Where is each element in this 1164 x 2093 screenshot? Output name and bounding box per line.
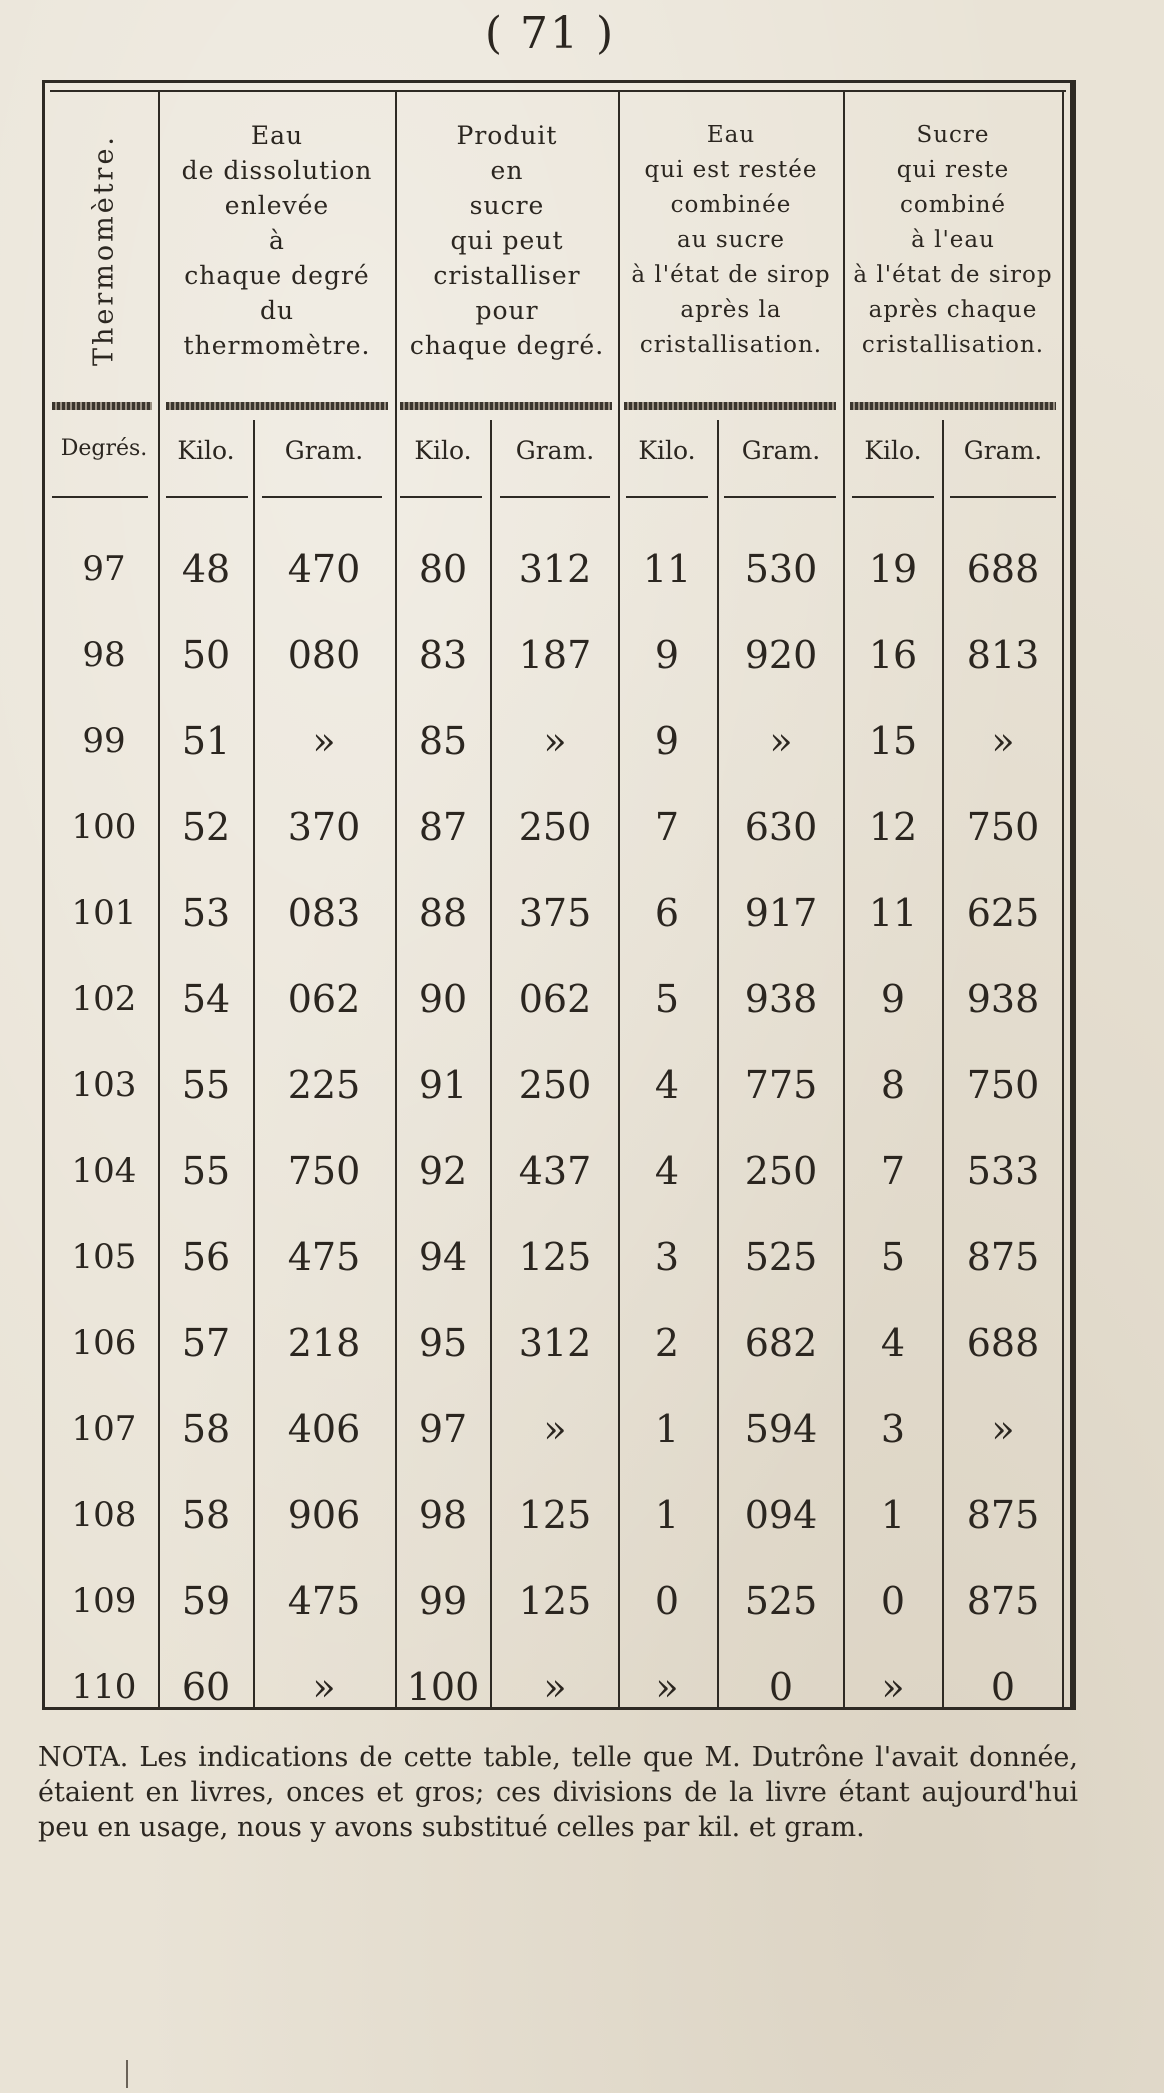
value-cell: »	[543, 1407, 567, 1451]
table-row	[0, 1386, 1164, 1472]
header-line: combiné	[899, 192, 1007, 218]
value-cell: 530	[744, 547, 818, 591]
value-cell: 51	[181, 719, 231, 763]
header-line: qui reste	[896, 157, 1010, 183]
value-cell: 59	[181, 1579, 231, 1623]
value-cell: 470	[287, 547, 361, 591]
value-cell: 475	[287, 1235, 361, 1279]
value-cell: »	[312, 1665, 336, 1709]
subheader-kilo: Kilo.	[638, 436, 696, 465]
thermometre-label: Thermomètre.	[88, 133, 120, 367]
value-cell: 0	[654, 1579, 680, 1623]
hatch-col2	[400, 402, 612, 410]
header-line: à l'état de sirop	[853, 262, 1053, 288]
degree-cell: 99	[82, 721, 126, 761]
table-row	[0, 1214, 1164, 1300]
value-cell: 062	[518, 977, 592, 1021]
value-cell: 3	[654, 1235, 680, 1279]
value-cell: 0	[990, 1665, 1016, 1709]
table-row	[0, 1558, 1164, 1644]
header-line: cristallisation.	[861, 332, 1045, 358]
subrule-3	[262, 496, 382, 498]
table-row	[0, 1042, 1164, 1128]
value-cell: 682	[744, 1321, 818, 1365]
value-cell: 56	[181, 1235, 231, 1279]
value-cell: 080	[287, 633, 361, 677]
value-cell: 95	[418, 1321, 468, 1365]
value-cell: 94	[418, 1235, 468, 1279]
value-cell: 533	[966, 1149, 1040, 1193]
value-cell: 0	[880, 1579, 906, 1623]
value-cell: 4	[654, 1063, 680, 1107]
value-cell: 370	[287, 805, 361, 849]
value-cell: 312	[518, 547, 592, 591]
subrule-1	[52, 496, 148, 498]
value-cell: 250	[518, 805, 592, 849]
value-cell: 475	[287, 1579, 361, 1623]
value-cell: 187	[518, 633, 592, 677]
header-line: chaque degré.	[409, 331, 605, 360]
value-cell: 083	[287, 891, 361, 935]
header-line: à l'eau	[911, 227, 995, 253]
value-cell: 53	[181, 891, 231, 935]
header-line: du	[259, 296, 295, 325]
table-row	[0, 956, 1164, 1042]
subrule-2	[166, 496, 248, 498]
value-cell: 57	[181, 1321, 231, 1365]
subrule-9	[950, 496, 1056, 498]
value-cell: 938	[744, 977, 818, 1021]
header-line: en	[490, 156, 524, 185]
header-line: de dissolution	[181, 156, 373, 185]
value-cell: 750	[966, 805, 1040, 849]
value-cell: 98	[418, 1493, 468, 1537]
value-cell: 58	[181, 1493, 231, 1537]
value-cell: 100	[406, 1665, 480, 1709]
degree-cell: 109	[71, 1581, 137, 1621]
value-cell: 125	[518, 1579, 592, 1623]
subheader-kilo: Kilo.	[864, 436, 922, 465]
value-cell: 4	[654, 1149, 680, 1193]
value-cell: 52	[181, 805, 231, 849]
value-cell: 0	[768, 1665, 794, 1709]
degree-cell: 107	[71, 1409, 137, 1449]
value-cell: 125	[518, 1493, 592, 1537]
nota-label: NOTA.	[38, 1742, 129, 1773]
hatch-col4	[850, 402, 1056, 410]
nota-paragraph	[38, 1740, 1078, 1845]
subrule-5	[500, 496, 610, 498]
value-cell: 85	[418, 719, 468, 763]
table-row	[0, 1128, 1164, 1214]
header-line: à	[269, 226, 285, 255]
value-cell: 54	[181, 977, 231, 1021]
value-cell: 312	[518, 1321, 592, 1365]
value-cell: 630	[744, 805, 818, 849]
value-cell: 60	[181, 1665, 231, 1709]
value-cell: 250	[518, 1063, 592, 1107]
value-cell: 625	[966, 891, 1040, 935]
value-cell: 50	[181, 633, 231, 677]
degree-cell: 97	[82, 549, 126, 589]
degree-cell: 110	[71, 1667, 137, 1707]
value-cell: 1	[880, 1493, 906, 1537]
value-cell: 11	[868, 891, 918, 935]
value-cell: 775	[744, 1063, 818, 1107]
value-cell: 917	[744, 891, 818, 935]
subheader-degres: Degrés.	[60, 436, 148, 461]
header-line: après la	[680, 297, 782, 323]
value-cell: 218	[287, 1321, 361, 1365]
value-cell: 920	[744, 633, 818, 677]
value-cell: 875	[966, 1579, 1040, 1623]
value-cell: 87	[418, 805, 468, 849]
subrule-8	[852, 496, 934, 498]
value-cell: 11	[642, 547, 692, 591]
value-cell: 83	[418, 633, 468, 677]
value-cell: »	[543, 719, 567, 763]
header-line: après chaque	[868, 297, 1038, 323]
subrule-4	[400, 496, 482, 498]
header-produit-sucre	[398, 118, 616, 378]
header-line: thermomètre.	[183, 331, 371, 360]
table-row	[0, 1644, 1164, 1730]
header-line: qui peut	[450, 226, 564, 255]
value-cell: 938	[966, 977, 1040, 1021]
hatch-thermo	[52, 402, 152, 410]
header-line: qui est restée	[644, 157, 818, 183]
subheader-gram: Gram.	[963, 436, 1043, 465]
subheader-gram: Gram.	[741, 436, 821, 465]
thermometre-header	[54, 110, 154, 390]
header-line: à l'état de sirop	[631, 262, 831, 288]
subrule-7	[724, 496, 836, 498]
value-cell: 813	[966, 633, 1040, 677]
table-row	[0, 698, 1164, 784]
subheader-kilo: Kilo.	[177, 436, 235, 465]
value-cell: 750	[287, 1149, 361, 1193]
header-line: Sucre	[916, 122, 990, 148]
value-cell: 2	[654, 1321, 680, 1365]
value-cell: 125	[518, 1235, 592, 1279]
table-row	[0, 526, 1164, 612]
degree-cell: 104	[71, 1151, 137, 1191]
value-cell: 8	[880, 1063, 906, 1107]
table-row	[0, 1300, 1164, 1386]
header-line: combinée	[670, 192, 792, 218]
value-cell: 19	[868, 547, 918, 591]
degree-cell: 106	[71, 1323, 137, 1363]
header-sucre-reste	[846, 118, 1060, 378]
value-cell: 5	[654, 977, 680, 1021]
header-line: au sucre	[677, 227, 785, 253]
hatch-col3	[624, 402, 836, 410]
value-cell: 1	[654, 1407, 680, 1451]
table-row	[0, 784, 1164, 870]
value-cell: »	[655, 1665, 679, 1709]
degree-cell: 101	[71, 893, 137, 933]
value-cell: 88	[418, 891, 468, 935]
value-cell: 3	[880, 1407, 906, 1451]
value-cell: 225	[287, 1063, 361, 1107]
page-number: ( 71 )	[484, 8, 616, 59]
header-line: Eau	[706, 122, 756, 148]
subheader-kilo: Kilo.	[414, 436, 472, 465]
value-cell: 688	[966, 1321, 1040, 1365]
nota-text: Les indications de cette table, telle que M. Dutrône l'avait donnée, étaient en livres, onces et gros; ces divisions de la livre étant aujourd'hui peu en usage, nous y avons substitué celles par kil. et gram.	[38, 1742, 1078, 1843]
header-line: cristallisation.	[639, 332, 823, 358]
degree-cell: 108	[71, 1495, 137, 1535]
hatch-col1	[166, 402, 388, 410]
value-cell: 7	[880, 1149, 906, 1193]
degree-cell: 98	[82, 635, 126, 675]
subheader-gram: Gram.	[515, 436, 595, 465]
header-eau-restee	[620, 118, 842, 378]
value-cell: »	[769, 719, 793, 763]
header-line: chaque degré	[184, 261, 370, 290]
value-cell: 99	[418, 1579, 468, 1623]
header-line: enlevée	[224, 191, 330, 220]
value-cell: 92	[418, 1149, 468, 1193]
degree-cell: 102	[71, 979, 137, 1019]
degree-cell: 100	[71, 807, 137, 847]
value-cell: 58	[181, 1407, 231, 1451]
value-cell: 594	[744, 1407, 818, 1451]
header-line: Produit	[456, 121, 558, 150]
value-cell: 875	[966, 1235, 1040, 1279]
value-cell: 9	[654, 719, 680, 763]
subheader-gram: Gram.	[284, 436, 364, 465]
value-cell: 906	[287, 1493, 361, 1537]
degree-cell: 103	[71, 1065, 137, 1105]
table-row	[0, 870, 1164, 956]
subrule-6	[626, 496, 708, 498]
value-cell: 97	[418, 1407, 468, 1451]
table-row	[0, 612, 1164, 698]
value-cell: 80	[418, 547, 468, 591]
value-cell: »	[991, 1407, 1015, 1451]
value-cell: 525	[744, 1235, 818, 1279]
value-cell: 4	[880, 1321, 906, 1365]
value-cell: 375	[518, 891, 592, 935]
value-cell: 688	[966, 547, 1040, 591]
value-cell: 9	[654, 633, 680, 677]
value-cell: 55	[181, 1063, 231, 1107]
header-line: sucre	[469, 191, 545, 220]
table-row	[0, 1472, 1164, 1558]
value-cell: 9	[880, 977, 906, 1021]
value-cell: »	[881, 1665, 905, 1709]
value-cell: 90	[418, 977, 468, 1021]
value-cell: 15	[868, 719, 918, 763]
value-cell: 062	[287, 977, 361, 1021]
value-cell: 16	[868, 633, 918, 677]
value-cell: 91	[418, 1063, 468, 1107]
value-cell: 406	[287, 1407, 361, 1451]
degree-cell: 105	[71, 1237, 137, 1277]
value-cell: 1	[654, 1493, 680, 1537]
value-cell: 875	[966, 1493, 1040, 1537]
value-cell: 094	[744, 1493, 818, 1537]
value-cell: 437	[518, 1149, 592, 1193]
value-cell: 525	[744, 1579, 818, 1623]
value-cell: 6	[654, 891, 680, 935]
value-cell: »	[312, 719, 336, 763]
header-line: Eau	[250, 121, 304, 150]
value-cell: 750	[966, 1063, 1040, 1107]
value-cell: 250	[744, 1149, 818, 1193]
value-cell: »	[991, 719, 1015, 763]
header-eau-dissolution	[162, 118, 392, 378]
value-cell: »	[543, 1665, 567, 1709]
value-cell: 5	[880, 1235, 906, 1279]
stray-mark	[126, 2060, 128, 2088]
value-cell: 12	[868, 805, 918, 849]
value-cell: 55	[181, 1149, 231, 1193]
header-line: pour	[475, 296, 539, 325]
header-line: cristalliser	[433, 261, 581, 290]
value-cell: 7	[654, 805, 680, 849]
value-cell: 48	[181, 547, 231, 591]
